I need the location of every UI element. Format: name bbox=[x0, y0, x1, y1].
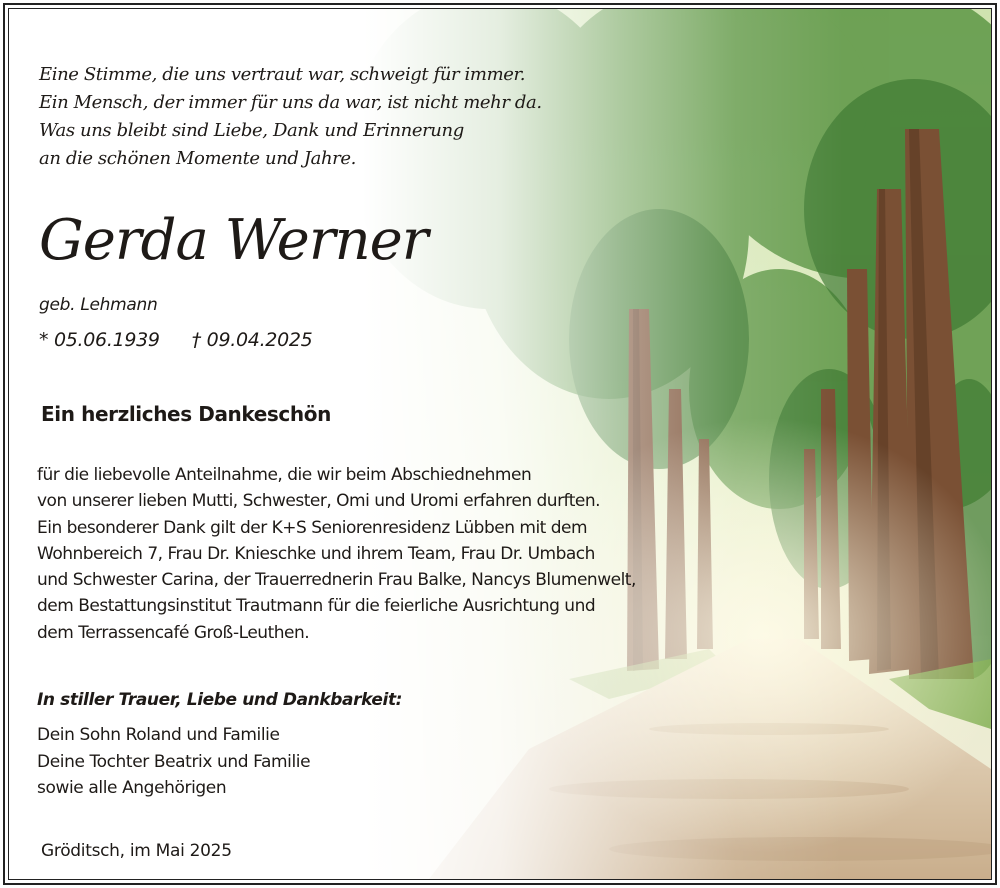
poem bbox=[39, 61, 542, 173]
life-dates bbox=[39, 329, 312, 351]
birth-name: geb. Lehmann bbox=[39, 295, 158, 315]
thanks-line: dem Bestattungsinstitut Trautmann für die feierliche Ausrichtung und bbox=[37, 596, 596, 617]
poem-line: Was uns bleibt sind Liebe, Dank und Erinnerung bbox=[39, 120, 464, 141]
mourners-list bbox=[37, 722, 310, 802]
thanks-body bbox=[37, 462, 636, 646]
thanks-line: Wohnbereich 7, Frau Dr. Knieschke und ihrem Team, Frau Dr. Umbach bbox=[37, 543, 595, 564]
thanks-line: und Schwester Carina, der Trauerrednerin Frau Balke, Nancys Blumenwelt, bbox=[37, 570, 636, 591]
thanks-line: dem Terrassencafé Groß-Leuthen. bbox=[37, 622, 310, 643]
poem-line: Eine Stimme, die uns vertraut war, schweigt für immer. bbox=[39, 64, 526, 85]
death-date: † 09.04.2025 bbox=[191, 329, 313, 351]
birth-date: * 05.06.1939 bbox=[39, 329, 160, 351]
deceased-name: Gerda Werner bbox=[39, 208, 428, 273]
poem-line: an die schönen Momente und Jahre. bbox=[39, 148, 356, 169]
thanks-line: für die liebevolle Anteilnahme, die wir beim Abschiednehmen bbox=[37, 465, 532, 485]
mourner-line: sowie alle Angehörigen bbox=[37, 778, 227, 798]
thanks-line: Ein besonderer Dank gilt der K+S Seniorenresidenz Lübben mit dem bbox=[37, 517, 588, 538]
thanks-line: von unserer lieben Mutti, Schwester, Omi und Uromi erfahren durften. bbox=[37, 491, 601, 512]
mourner-line: Deine Tochter Beatrix und Familie bbox=[37, 751, 311, 772]
inner-border bbox=[8, 8, 992, 880]
thanks-heading: Ein herzliches Dankeschön bbox=[41, 402, 331, 426]
poem-line: Ein Mensch, der immer für uns da war, ist nicht mehr da. bbox=[39, 92, 542, 113]
mourner-line: Dein Sohn Roland und Familie bbox=[37, 725, 280, 745]
mourning-heading: In stiller Trauer, Liebe und Dankbarkeit: bbox=[37, 690, 403, 710]
place-and-date: Gröditsch, im Mai 2025 bbox=[41, 841, 232, 861]
